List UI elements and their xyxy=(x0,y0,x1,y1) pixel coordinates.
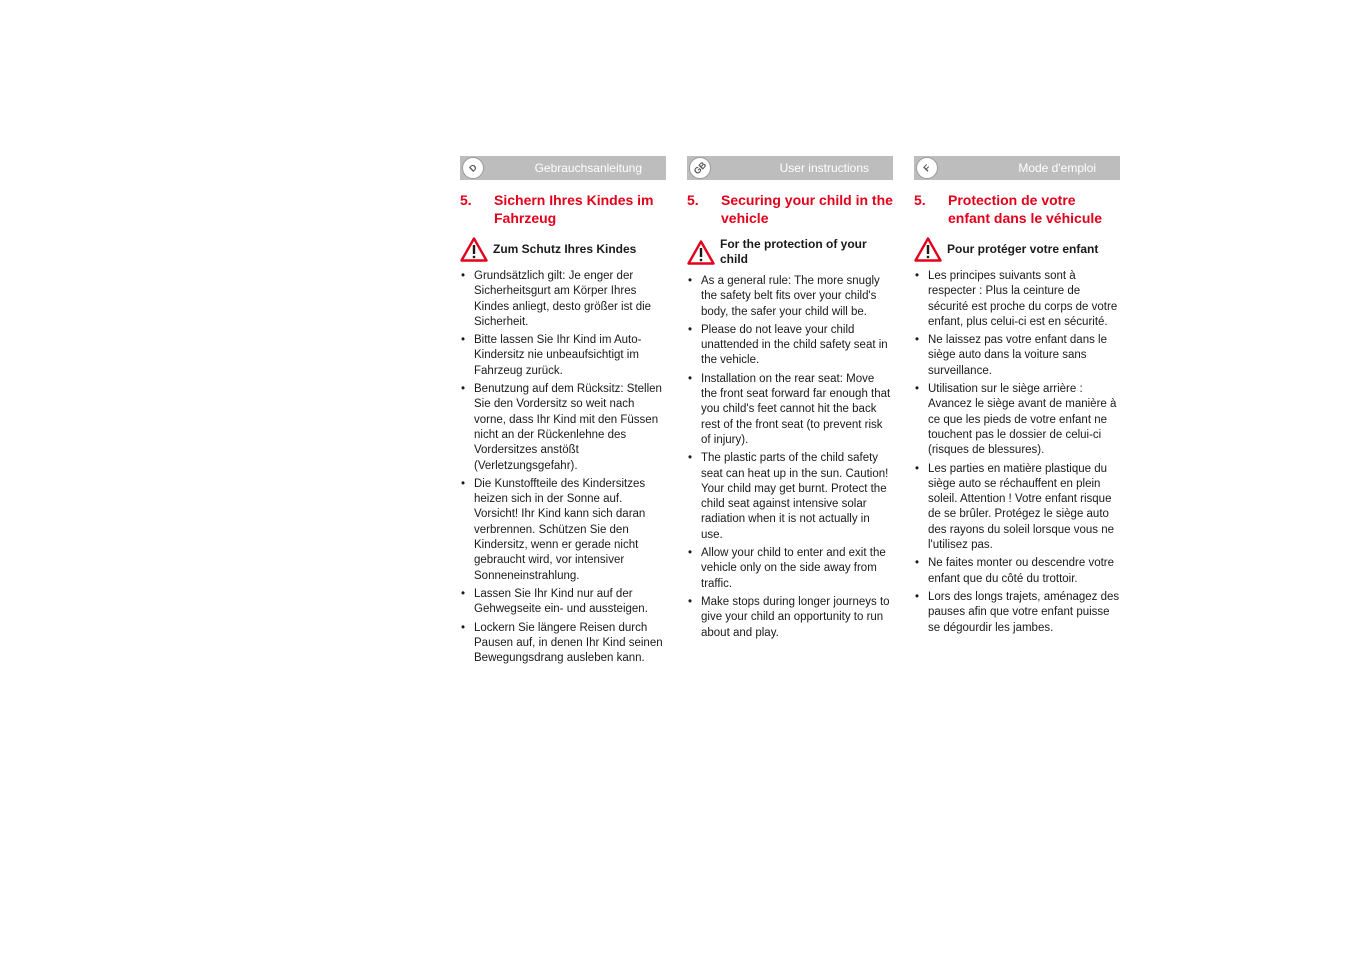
list-item xyxy=(460,382,666,474)
bullet: • xyxy=(688,372,693,385)
list-item-text: As a general rule: The more snugly the safety belt fits over your child's body, the safer your child will be. xyxy=(701,275,880,318)
list-item-text: Grundsätzlich gilt: Je enger der Sicherheitsgurt am Körper Ihres Kindes anliegt, desto größer ist die Sicherheit. xyxy=(474,270,652,328)
bullet: • xyxy=(688,275,693,287)
warning-row xyxy=(914,237,1120,262)
bullet: • xyxy=(688,452,693,465)
list-item-text: Allow your child to enter and exit the vehicle only on the side away from traffic. xyxy=(701,547,886,590)
bullet: • xyxy=(461,383,466,396)
warning-row xyxy=(460,237,666,262)
list-item xyxy=(914,333,1120,379)
list-item xyxy=(914,590,1120,636)
bullet: • xyxy=(461,587,466,600)
header-title: Mode d'emploi xyxy=(1018,161,1096,175)
column-header xyxy=(687,156,893,180)
list-item-text: Ne laissez pas votre enfant dans le siège auto dans la voiture sans surveillance. xyxy=(928,334,1107,377)
list-item xyxy=(914,269,1120,330)
list-item-text: Les parties en matière plastique du siège auto se réchauffent en plein soleil. Attention ! Votre enfant risque de se brûler. Protégez le siège auto des rayons du soleil lorsque vous ne l'utilisez pas. xyxy=(928,462,1115,552)
warning-triangle-icon xyxy=(687,240,715,265)
list-item-text: Make stops during longer journeys to give your child an opportunity to run about and play. xyxy=(701,595,890,639)
bullet: • xyxy=(915,334,920,347)
language-badge: D xyxy=(457,152,488,183)
warning-triangle-icon xyxy=(914,237,942,262)
list-item-text: Lors des longs trajets, aménagez des pauses afin que votre enfant puisse se dégourdir les jambes. xyxy=(928,590,1120,634)
list-item-text: Die Kunstoffteile des Kindersitzes heizen sich in der Sonne auf. Vorsicht! Ihr Kind kann sich daran verbrennen. Schützen Sie den Kindersitz, wenn er gerade nicht gebraucht wird, vor intensiver Sonneneinstrahlung. xyxy=(474,477,646,582)
header-title: Gebrauchsanleitung xyxy=(534,161,642,175)
list-item xyxy=(687,372,893,448)
list-item-text: Ne faites monter ou descendre votre enfant que du côté du trottoir. xyxy=(928,557,1115,585)
bullet: • xyxy=(461,334,466,347)
bullet: • xyxy=(915,590,920,603)
warning-triangle-icon xyxy=(460,237,488,262)
list-item xyxy=(914,556,1120,587)
list-item xyxy=(687,451,893,543)
column-header xyxy=(460,156,666,180)
list-item xyxy=(460,269,666,330)
list-item-text: Lockern Sie längere Reisen durch Pausen auf, in denen Ihr Kind seinen Bewegungsdrang ausleben kann. xyxy=(474,621,663,665)
warning-label: Zum Schutz Ihres Kindes xyxy=(493,242,637,256)
section-title: Protection de votre enfant dans le véhicule xyxy=(948,192,1103,226)
column-header xyxy=(914,156,1120,180)
language-badge: GB xyxy=(684,152,715,183)
column-german xyxy=(460,156,666,669)
list-item-text: Please do not leave your child unattended in the child safety seat in the vehicle. xyxy=(701,323,888,367)
section-title: Sichern Ihres Kindes im Fahrzeug xyxy=(494,192,654,226)
list-item xyxy=(687,323,893,369)
list-item-text: Lassen Sie Ihr Kind nur auf der Gehwegseite ein- und aussteigen. xyxy=(474,587,648,616)
section-heading xyxy=(914,191,1120,227)
list-item-text: The plastic parts of the child safety seat can heat up in the sun. Caution! Your child may get burnt. Protect the child seat against intensive solar radiation when it is not actually in use. xyxy=(701,452,889,541)
bullet: • xyxy=(915,270,920,282)
section-title: Securing your child in the vehicle xyxy=(721,192,893,226)
list-item xyxy=(460,333,666,379)
column-french xyxy=(914,156,1120,639)
bullet: • xyxy=(915,557,920,570)
bullet: • xyxy=(915,383,920,396)
section-number: 5. xyxy=(687,192,699,208)
list-item-text: Les principes suivants sont à respecter : Plus la ceinture de sécurité est proche du corps de votre enfant, plus celui-ci est en sécurité. xyxy=(928,270,1118,328)
header-title: User instructions xyxy=(779,161,869,175)
language-badge: F xyxy=(911,152,942,183)
list-item-text: Installation on the rear seat: Move the front seat forward far enough that you child's feet cannot hit the back rest of the front seat (to prevent risk of injury). xyxy=(701,372,891,446)
bullet-list xyxy=(914,269,1120,636)
bullet: • xyxy=(461,477,466,490)
bullet-list xyxy=(460,269,666,666)
list-item xyxy=(687,546,893,592)
list-item xyxy=(460,477,666,584)
column-english xyxy=(687,156,893,644)
list-item-text: Utilisation sur le siège arrière : Avancez le siège avant de manière à ce que les pieds de votre enfant ne touchent pas le dossier de celui-ci (risques de blessures). xyxy=(928,383,1117,457)
list-item-text: Benutzung auf dem Rücksitz: Stellen Sie den Vordersitz so weit nach vorne, dass Ihr Kind mit den Füssen nicht an der Rückenlehne des Vordersitzes anstößt (Verletzungsgefahr). xyxy=(474,383,662,472)
list-item xyxy=(687,274,893,320)
list-item xyxy=(914,382,1120,458)
bullet: • xyxy=(688,323,693,336)
list-item xyxy=(914,462,1120,554)
section-heading xyxy=(687,191,893,227)
warning-label: For the protection of your child xyxy=(720,237,867,266)
list-item-text: Bitte lassen Sie Ihr Kind im Auto-Kindersitz nie unbeaufsichtigt im Fahrzeug zurück. xyxy=(474,334,642,377)
section-heading xyxy=(460,191,666,227)
list-item xyxy=(460,587,666,618)
bullet: • xyxy=(461,270,466,282)
bullet-list xyxy=(687,274,893,641)
section-number: 5. xyxy=(914,192,926,208)
warning-row xyxy=(687,237,893,267)
list-item xyxy=(687,595,893,641)
section-number: 5. xyxy=(460,192,472,208)
bullet: • xyxy=(461,621,466,634)
bullet: • xyxy=(688,595,693,608)
warning-label: Pour protéger votre enfant xyxy=(947,242,1099,256)
bullet: • xyxy=(688,547,693,560)
bullet: • xyxy=(915,462,920,475)
list-item xyxy=(460,621,666,667)
